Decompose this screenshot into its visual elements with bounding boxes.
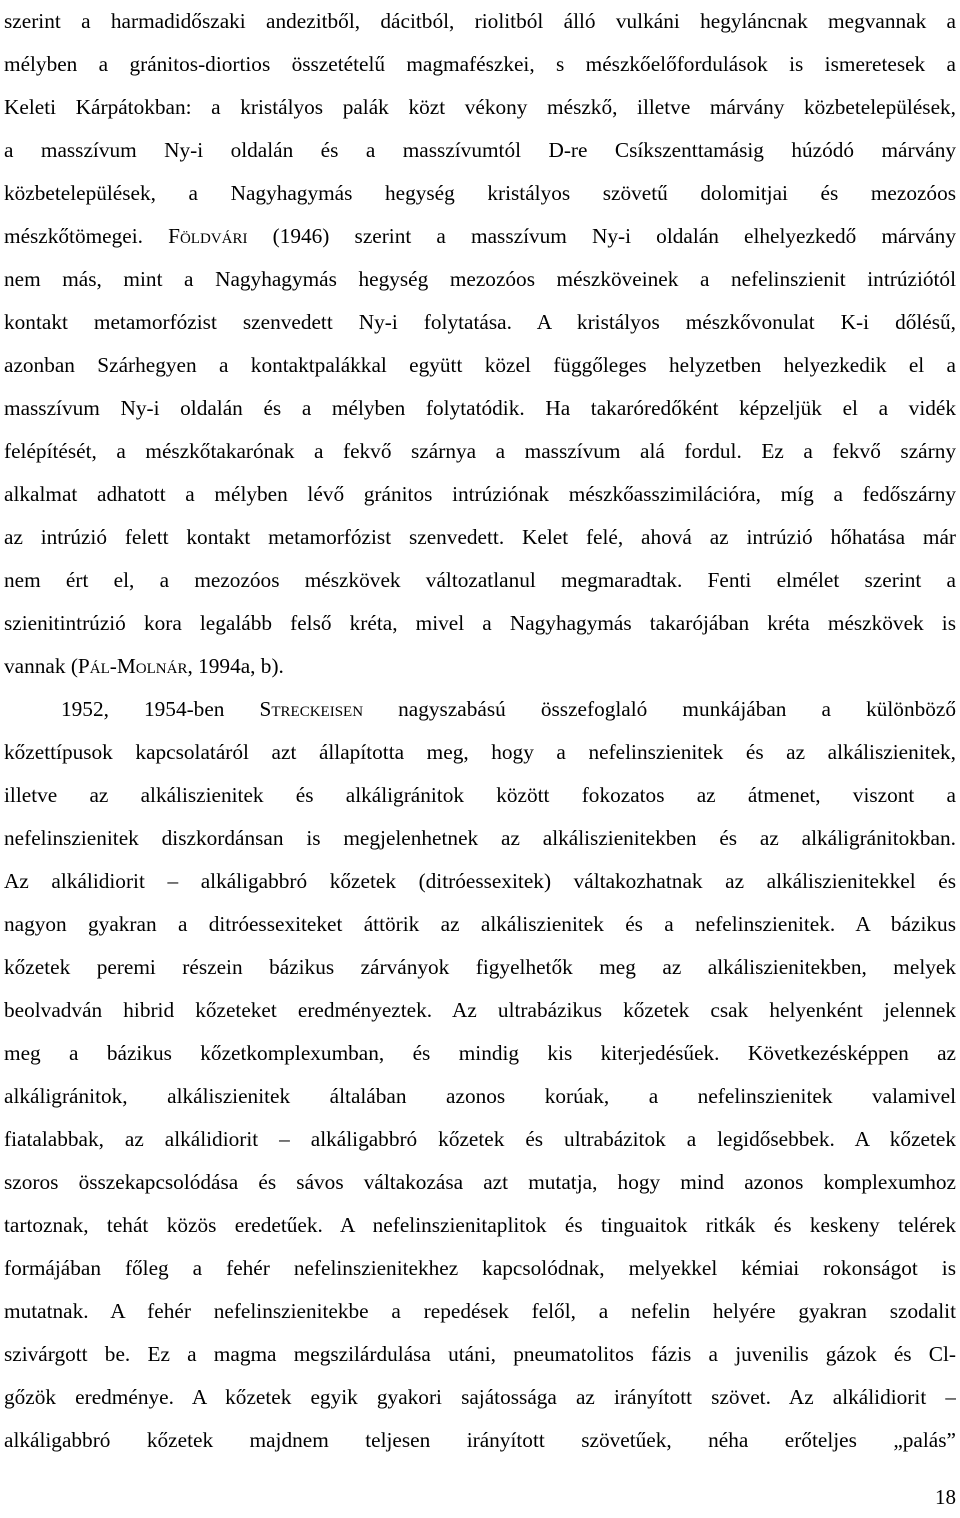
text-line: kőzetek peremi részein bázikus zárványok figyelhetők meg az alkáliszienitekben, melyek	[4, 955, 956, 979]
text-line: mélyben a gránitos-diortios összetételű magmafészkei, s mészkőelőfordulások is ismeretesek a	[4, 52, 956, 76]
text-line: felépítését, a mészkőtakarónak a fekvő szárnya a masszívum alá fordul. Ez a fekvő szárny	[4, 439, 956, 463]
text-line: Az alkálidiorit – alkáligabbró kőzetek (ditróessexitek) váltakozhatnak az alkáliszienitekkel és	[4, 869, 956, 893]
author-name: Pál-Molnár	[77, 654, 188, 678]
author-name: Földvári	[168, 224, 248, 248]
text-line: Keleti Kárpátokban: a kristályos palák közt vékony mészkő, illetve márvány közbetelepülések,	[4, 95, 956, 119]
text-line: fiatalabbak, az alkálidiorit – alkáligabbró kőzetek és ultrabázitok a legidősebbek. A kőzetek	[4, 1127, 956, 1151]
text-line: kontakt metamorfózist szenvedett Ny-i folytatása. A kristályos mészkővonulat K-i dőlésű,	[4, 310, 956, 334]
text-line: szerint a harmadidőszaki andezitből, dácitból, riolitból álló vulkáni hegyláncnak megvannak a	[4, 9, 956, 33]
text-segment: vannak (	[4, 654, 78, 678]
text-line: mutatnak. A fehér nefelinszienitekbe a repedések felől, a nefelin helyére gyakran szodalit	[4, 1299, 956, 1323]
text-line: formájában főleg a fehér nefelinszienitekhez kapcsolódnak, melyekkel kémiai rokonságot is	[4, 1256, 956, 1280]
text-line	[4, 645, 956, 688]
text-line: alkáligabbró kőzetek majdnem teljesen irányított szövetűek, néha erőteljes „palás”	[4, 1428, 956, 1452]
text-line: illetve az alkáliszienitek és alkáligránitok között fokozatos az átmenet, viszont a	[4, 783, 956, 807]
author-name: Streckeisen	[259, 697, 364, 721]
text-line	[4, 688, 956, 731]
text-line: gőzök eredménye. A kőzetek egyik gyakori sajátossága az irányított szövet. Az alkálidiorit –	[4, 1385, 956, 1409]
text-line: azonban Szárhegyen a kontaktpalákkal együtt közel függőleges helyzetben helyezkedik el a	[4, 353, 956, 377]
text-segment: nagyszabású összefoglaló munkájában a különböző	[363, 697, 956, 721]
text-segment: 1952, 1954-ben	[61, 697, 260, 721]
text-line: tartoznak, tehát közös eredetűek. A nefelinszienitaplitok és tinguaitok ritkák és keskeny telérek	[4, 1213, 956, 1237]
text-line: masszívum Ny-i oldalán és a mélyben folytatódik. Ha takaróredőként képzeljük el a vidék	[4, 396, 956, 420]
text-line: az intrúzió felett kontakt metamorfózist szenvedett. Kelet felé, ahová az intrúzió hőhatása már	[4, 525, 956, 549]
text-line: szivárgott be. Ez a magma megszilárdulása utáni, pneumatolitos fázis a juvenilis gázok és Cl-	[4, 1342, 956, 1366]
text-line: nagyon gyakran a ditróessexiteket áttörik az alkáliszienitek és a nefelinszienitek. A bázikus	[4, 912, 956, 936]
text-line: szienitintrúzió kora legalább felső kréta, mivel a Nagyhagymás takarójában kréta mészkövek is	[4, 611, 956, 635]
text-segment: (1946) szerint a masszívum Ny-i oldalán elhelyezkedő márvány	[247, 224, 956, 248]
text-line: alkalmat adhatott a mélyben lévő gránitos intrúziónak mészkőasszimilációra, míg a fedőszárny	[4, 482, 956, 506]
paragraph-1	[4, 0, 956, 688]
text-segment: , 1994a, b).	[187, 654, 284, 678]
text-line: nem más, mint a Nagyhagymás hegység mezozóos mészköveinek a nefelinszienit intrúziótól	[4, 267, 956, 291]
text-line: a masszívum Ny-i oldalán és a masszívumtól D-re Csíkszenttamásig húzódó márvány	[4, 138, 956, 162]
text-line: nefelinszienitek diszkordánsan is megjelenhetnek az alkáliszienitekben és az alkáligránitokban.	[4, 826, 956, 850]
text-line: alkáligránitok, alkáliszienitek általában azonos korúak, a nefelinszienitek valamivel	[4, 1084, 956, 1108]
text-line: kőzettípusok kapcsolatáról azt állapította meg, hogy a nefelinszienitek és az alkáliszienitek,	[4, 740, 956, 764]
text-line: nem ért el, a mezozóos mészkövek változatlanul megmaradtak. Fenti elmélet szerint a	[4, 568, 956, 592]
page-number: 18	[935, 1485, 956, 1509]
text-line: szoros összekapcsolódása és sávos váltakozása azt mutatja, hogy mind azonos komplexumhoz	[4, 1170, 956, 1194]
text-line: meg a bázikus kőzetkomplexumban, és mindig kis kiterjedésűek. Következésképpen az	[4, 1041, 956, 1065]
text-segment: mészkőtömegei.	[4, 224, 169, 248]
document-body	[4, 0, 956, 1462]
paragraph-2	[4, 688, 956, 1462]
text-line	[4, 215, 956, 258]
text-line: közbetelepülések, a Nagyhagymás hegység kristályos szövetű dolomitjai és mezozóos	[4, 181, 956, 205]
text-line: beolvadván hibrid kőzeteket eredményeztek. Az ultrabázikus kőzetek csak helyenként jelennek	[4, 998, 956, 1022]
